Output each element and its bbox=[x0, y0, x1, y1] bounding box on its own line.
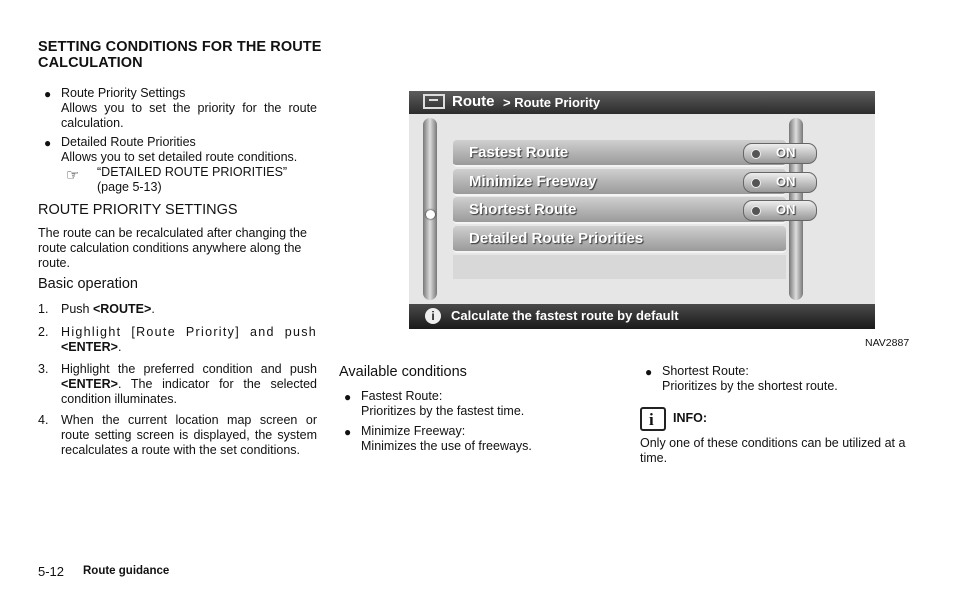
info-label: INFO: bbox=[673, 411, 708, 425]
pointing-hand-icon: ☞ bbox=[66, 167, 80, 184]
navigation-screenshot bbox=[409, 91, 875, 329]
menu-panel bbox=[409, 114, 875, 304]
bullet-title: Detailed Route Priorities bbox=[61, 135, 196, 149]
info-icon: i bbox=[640, 407, 666, 431]
screen-title: Route bbox=[452, 93, 495, 110]
section-title: ROUTE PRIORITY SETTINGS bbox=[38, 202, 238, 218]
bullet-desc: Allows you to set detailed route conditions. bbox=[61, 150, 298, 164]
reference-text: “DETAILED ROUTE PRIORITIES” bbox=[97, 165, 288, 179]
fastest-route-toggle[interactable]: ON bbox=[743, 143, 817, 164]
condition-minimize-freeway: Minimize Freeway: Minimizes the use of freeways. bbox=[361, 424, 532, 453]
basic-operation-title: Basic operation bbox=[38, 276, 138, 292]
bullet-icon: ● bbox=[44, 87, 52, 101]
bullet-icon: ● bbox=[344, 425, 352, 439]
menu-item-minimize-freeway[interactable]: Minimize Freeway ON bbox=[453, 169, 786, 196]
page-number: 5-12 bbox=[38, 564, 65, 579]
screen-title-bar bbox=[409, 91, 875, 114]
bullet-desc: Allows you to set the priority for the route calculation. bbox=[61, 101, 317, 130]
condition-shortest-route: Shortest Route: Prioritizes by the shortest route. bbox=[662, 364, 838, 393]
indicator-icon bbox=[751, 149, 761, 159]
empty-row bbox=[453, 255, 786, 279]
minimize-freeway-toggle[interactable]: ON bbox=[743, 172, 817, 193]
menu-item-fastest-route[interactable]: Fastest Route ON bbox=[453, 140, 786, 167]
menu-item-shortest-route[interactable]: Shortest Route ON bbox=[453, 197, 786, 224]
reference-page: (page 5-13) bbox=[97, 180, 162, 194]
info-text: Only one of these conditions can be utilized at a time. bbox=[640, 436, 906, 465]
bullet-route-priority-settings bbox=[61, 86, 317, 131]
section-paragraph: The route can be recalculated after changing the route calculation conditions anywhere along the route. bbox=[38, 226, 307, 270]
info-message: Calculate the fastest route by default bbox=[451, 308, 679, 323]
bullet-icon: ● bbox=[44, 136, 52, 150]
info-icon: i bbox=[425, 308, 441, 324]
bullet-icon: ● bbox=[344, 390, 352, 404]
indicator-icon bbox=[751, 206, 761, 216]
menu-item-detailed-route-priorities[interactable]: Detailed Route Priorities bbox=[453, 226, 786, 253]
section-heading: SETTING CONDITIONS FOR THE ROUTE CALCULATION bbox=[38, 39, 322, 71]
screen-info-bar bbox=[409, 304, 875, 329]
figure-caption: NAV2887 bbox=[865, 337, 910, 349]
footer-section: Route guidance bbox=[83, 565, 170, 577]
route-icon bbox=[423, 94, 445, 109]
left-scroll-rail bbox=[423, 118, 437, 300]
cross-reference bbox=[97, 165, 287, 195]
available-conditions-title: Available conditions bbox=[339, 364, 467, 380]
condition-fastest-route: Fastest Route: Prioritizes by the fastest time. bbox=[361, 389, 525, 418]
bullet-detailed-route-priorities bbox=[61, 135, 317, 165]
left-rail-indicator bbox=[426, 210, 435, 219]
indicator-icon bbox=[751, 178, 761, 188]
shortest-route-toggle[interactable]: ON bbox=[743, 200, 817, 221]
bullet-icon: ● bbox=[645, 365, 653, 379]
bullet-title: Route Priority Settings bbox=[61, 86, 186, 100]
screen-breadcrumb: > Route Priority bbox=[503, 95, 601, 110]
